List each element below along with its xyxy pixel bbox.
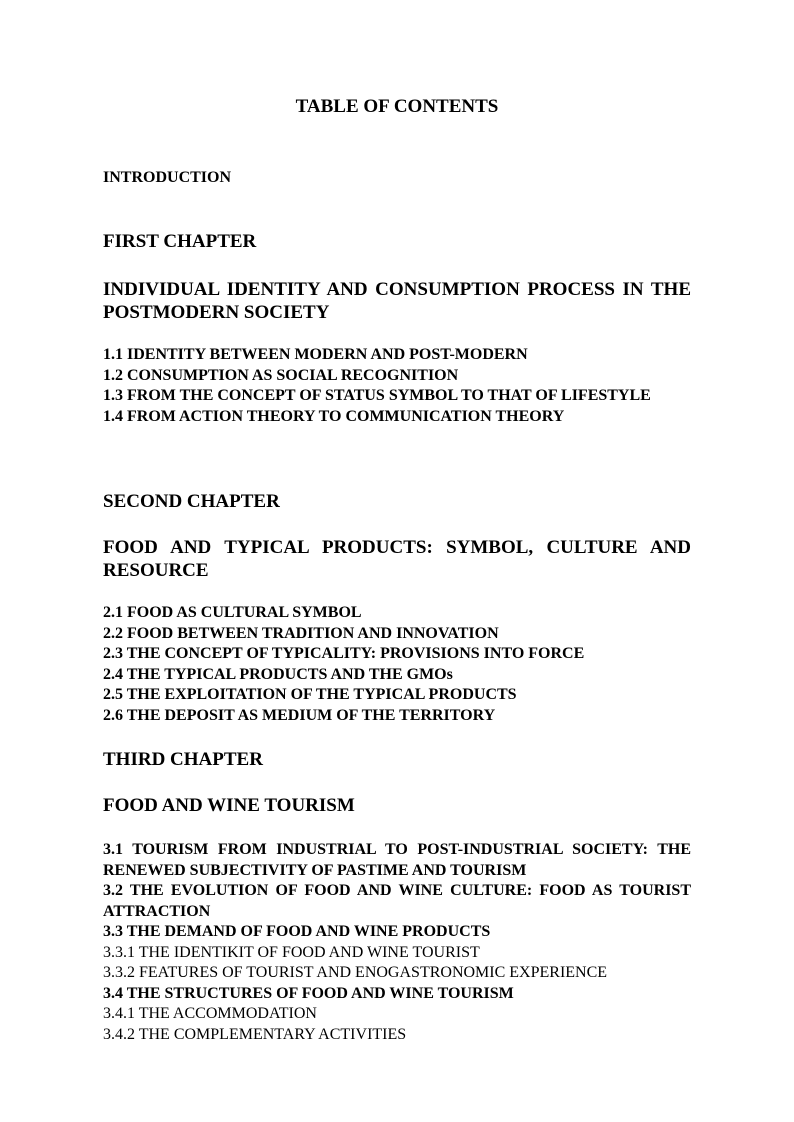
toc-entry-3-3: 3.3 THE DEMAND OF FOOD AND WINE PRODUCTS [103, 923, 491, 940]
toc-entry-3-2: 3.2 THE EVOLUTION OF FOOD AND WINE CULTURE: FOOD AS TOURIST ATTRACTION [103, 882, 691, 920]
toc-entry-1-1: 1.1 IDENTITY BETWEEN MODERN AND POST-MODERN [103, 346, 528, 363]
chapter-1-entries [103, 345, 691, 427]
toc-entry-2-6: 2.6 THE DEPOSIT AS MEDIUM OF THE TERRITORY [103, 706, 496, 724]
toc-entry-1-3: 1.3 FROM THE CONCEPT OF STATUS SYMBOL TO THAT OF LIFESTYLE [103, 387, 651, 404]
chapter-1-label: FIRST CHAPTER [103, 231, 257, 252]
toc-entry-1-4: 1.4 FROM ACTION THEORY TO COMMUNICATION THEORY [103, 407, 565, 425]
chapter-1-title: INDIVIDUAL IDENTITY AND CONSUMPTION PROCESS IN THE POSTMODERN SOCIETY [103, 279, 691, 323]
chapter-3-label: THIRD CHAPTER [103, 749, 263, 770]
toc-entry-3-4: 3.4 THE STRUCTURES OF FOOD AND WINE TOURISM [103, 984, 514, 1002]
toc-entry-3-4-1: 3.4.1 THE ACCOMMODATION [103, 1005, 317, 1022]
page-title: TABLE OF CONTENTS [295, 96, 499, 117]
toc-entry-2-1: 2.1 FOOD AS CULTURAL SYMBOL [103, 604, 362, 621]
toc-entry-2-5: 2.5 THE EXPLOITATION OF THE TYPICAL PRODUCTS [103, 686, 517, 703]
toc-entry-3-4-2: 3.4.2 THE COMPLEMENTARY ACTIVITIES [103, 1025, 407, 1043]
chapter-2-title: FOOD AND TYPICAL PRODUCTS: SYMBOL, CULTURE AND RESOURCE [103, 537, 691, 581]
toc-entry-2-4: 2.4 THE TYPICAL PRODUCTS AND THE GMOs [103, 665, 453, 683]
toc-entry-3-3-2: 3.3.2 FEATURES OF TOURIST AND ENOGASTRONOMIC EXPERIENCE [103, 964, 608, 981]
toc-entry-3-1: 3.1 TOURISM FROM INDUSTRIAL TO POST-INDUSTRIAL SOCIETY: THE RENEWED SUBJECTIVITY OF PASTIME AND TOURISM [103, 841, 691, 879]
chapter-2-label: SECOND CHAPTER [103, 491, 280, 512]
toc-entry-2-2: 2.2 FOOD BETWEEN TRADITION AND INNOVATION [103, 624, 499, 642]
chapter-2-entries [103, 603, 691, 726]
chapter-3-title: FOOD AND WINE TOURISM [103, 795, 355, 816]
toc-entry-3-3-1: 3.3.1 THE IDENTIKIT OF FOOD AND WINE TOURIST [103, 943, 480, 961]
toc-entry-2-3: 2.3 THE CONCEPT OF TYPICALITY: PROVISIONS INTO FORCE [103, 645, 585, 662]
toc-introduction: INTRODUCTION [103, 169, 232, 186]
chapter-3-entries [103, 840, 691, 1045]
toc-entry-1-2: 1.2 CONSUMPTION AS SOCIAL RECOGNITION [103, 366, 459, 384]
